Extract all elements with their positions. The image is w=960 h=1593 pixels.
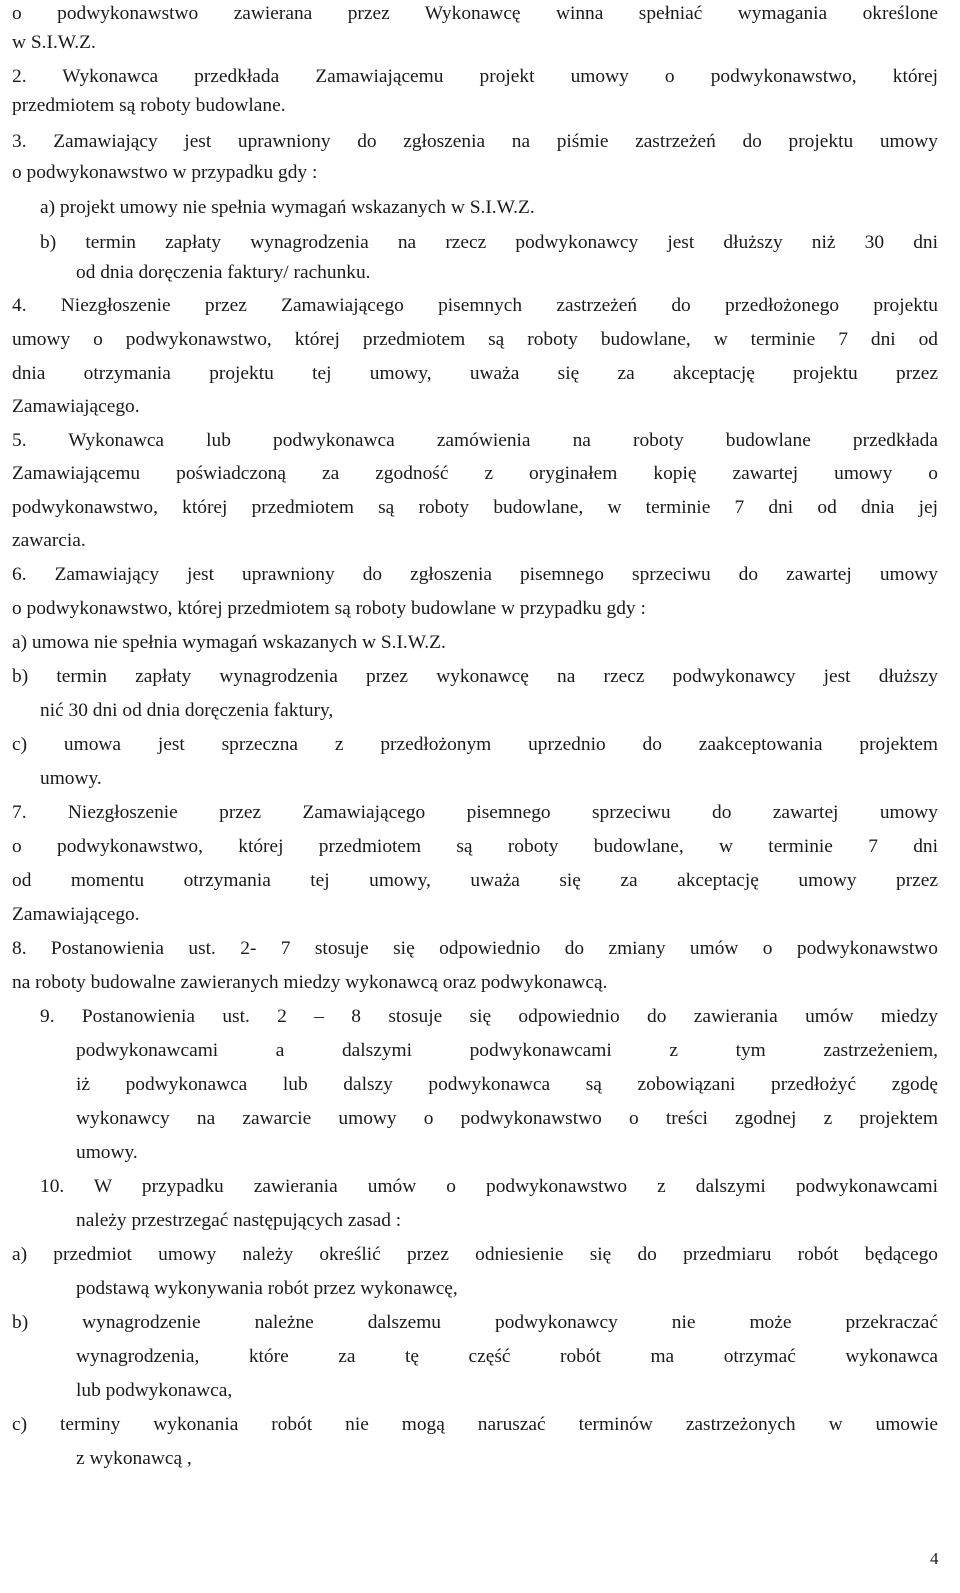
text-line: iż podwykonawca lub dalszy podwykonawca są zobowiązani przedłożyć zgodę: [76, 1074, 938, 1095]
text-line: a) umowa nie spełnia wymagań wskazanych w S.I.W.Z.: [12, 632, 446, 653]
text-line: Zamawiającemu poświadczoną za zgodność z oryginałem kopię zawartej umowy o: [12, 463, 938, 484]
text-line: 2. Wykonawca przedkłada Zamawiającemu projekt umowy o podwykonawstwo, której: [12, 66, 938, 87]
text-line: należy przestrzegać następujących zasad :: [76, 1210, 402, 1231]
text-line: b) termin zapłaty wynagrodzenia przez wykonawcę na rzecz podwykonawcy jest dłuższy: [12, 666, 938, 687]
text-line: w S.I.W.Z.: [12, 32, 96, 53]
text-line: 9. Postanowienia ust. 2 – 8 stosuje się odpowiednio do zawierania umów miedzy: [40, 1006, 938, 1027]
text-line: z wykonawcą ,: [76, 1448, 192, 1469]
text-line: przedmiotem są roboty budowlane.: [12, 95, 286, 116]
text-line: podwykonawcami a dalszymi podwykonawcami z tym zastrzeżeniem,: [76, 1040, 938, 1061]
text-line: 5. Wykonawca lub podwykonawca zamówienia na roboty budowlane przedkłada: [12, 430, 938, 451]
text-line: 6. Zamawiający jest uprawniony do zgłoszenia pisemnego sprzeciwu do zawartej umowy: [12, 564, 938, 585]
text-line: 8. Postanowienia ust. 2- 7 stosuje się odpowiednio do zmiany umów o podwykonawstwo: [12, 938, 938, 959]
text-line: a) przedmiot umowy należy określić przez odniesienie się do przedmiaru robót będącego: [12, 1244, 938, 1265]
text-line: nić 30 dni od dnia doręczenia faktury,: [40, 700, 334, 721]
text-line: a) projekt umowy nie spełnia wymagań wskazanych w S.I.W.Z.: [40, 197, 535, 218]
text-line: Zamawiającego.: [12, 396, 140, 417]
text-line: podstawą wykonywania robót przez wykonawcę,: [76, 1278, 458, 1299]
text-line: 10. W przypadku zawierania umów o podwykonawstwo z dalszymi podwykonawcami: [40, 1176, 938, 1197]
text-line: o podwykonawstwo, której przedmiotem są roboty budowlane, w terminie 7 dni: [12, 836, 938, 857]
text-line: lub podwykonawca,: [76, 1380, 233, 1401]
text-line: umowy.: [40, 768, 102, 789]
text-line: od dnia doręczenia faktury/ rachunku.: [76, 262, 371, 283]
text-line: 4. Niezgłoszenie przez Zamawiającego pisemnych zastrzeżeń do przedłożonego projektu: [12, 295, 938, 316]
text-line: zawarcia.: [12, 530, 86, 551]
text-line: o podwykonawstwo w przypadku gdy :: [12, 162, 318, 183]
text-line: umowy o podwykonawstwo, której przedmiotem są roboty budowlane, w terminie 7 dni od: [12, 329, 938, 350]
text-line: wynagrodzenia, które za tę część robót ma otrzymać wykonawca: [76, 1346, 938, 1367]
text-line: umowy.: [76, 1142, 138, 1163]
text-line: 3. Zamawiający jest uprawniony do zgłoszenia na piśmie zastrzeżeń do projektu umowy: [12, 131, 938, 152]
text-line: Zamawiającego.: [12, 904, 140, 925]
text-line: wykonawcy na zawarcie umowy o podwykonawstwo o treści zgodnej z projektem: [76, 1108, 938, 1129]
page-number: 4: [930, 1549, 939, 1568]
text-line: c) umowa jest sprzeczna z przedłożonym uprzednio do zaakceptowania projektem: [12, 734, 938, 755]
text-line: o podwykonawstwo, której przedmiotem są roboty budowlane w przypadku gdy :: [12, 598, 646, 619]
text-line: b) termin zapłaty wynagrodzenia na rzecz podwykonawcy jest dłuższy niż 30 dni: [40, 232, 938, 253]
text-line: o podwykonawstwo zawierana przez Wykonawcę winna spełniać wymagania określone: [12, 3, 938, 24]
text-line: b) wynagrodzenie należne dalszemu podwykonawcy nie może przekraczać: [12, 1312, 938, 1333]
text-line: c) terminy wykonania robót nie mogą naruszać terminów zastrzeżonych w umowie: [12, 1414, 938, 1435]
text-line: podwykonawstwo, której przedmiotem są roboty budowlane, w terminie 7 dni od dnia jej: [12, 497, 938, 518]
text-line: dnia otrzymania projektu tej umowy, uważa się za akceptację projektu przez: [12, 363, 938, 384]
text-line: na roboty budowalne zawieranych miedzy wykonawcą oraz podwykonawcą.: [12, 972, 608, 993]
text-line: 7. Niezgłoszenie przez Zamawiającego pisemnego sprzeciwu do zawartej umowy: [12, 802, 938, 823]
text-line: od momentu otrzymania tej umowy, uważa się za akceptację umowy przez: [12, 870, 938, 891]
